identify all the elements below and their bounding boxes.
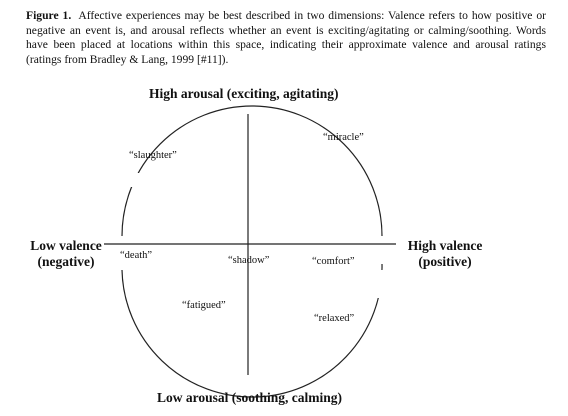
word-miracle: “miracle” — [323, 132, 364, 143]
axis-low-valence-line1: Low valence — [30, 238, 102, 253]
word-death: “death” — [120, 250, 153, 261]
word-fatigued: “fatigued” — [182, 300, 226, 311]
axis-low-valence-line2: (negative) — [37, 254, 95, 269]
axis-high-valence-line2: (positive) — [418, 254, 472, 269]
axis-high-valence-line1: High valence — [407, 238, 483, 253]
axis-low-valence — [24, 238, 108, 270]
word-comfort: “comfort” — [312, 256, 355, 267]
axis-high-arousal: High arousal (exciting, agitating) — [149, 86, 339, 101]
axis-high-valence — [400, 238, 490, 270]
circle-arc-bottom — [122, 264, 382, 397]
word-slaughter: “slaughter” — [129, 150, 177, 161]
figure-label: Figure 1. — [26, 9, 72, 22]
word-shadow: “shadow” — [228, 255, 270, 266]
circle-arc-top — [122, 106, 382, 236]
word-relaxed: “relaxed” — [314, 313, 355, 324]
caption-text: Affective experiences may be best described in two dimensions: Valence refers to how positive or negative an event is, and arousal reflects whether an event is exciting/agitating or calming/soothing. Words have been placed at locations within this space, indicating their approximate valence and arousal ratings (ratings from Bradley & Lang, 1999 [#11]). — [26, 9, 546, 66]
axis-low-arousal: Low arousal (soothing, calming) — [157, 390, 343, 405]
